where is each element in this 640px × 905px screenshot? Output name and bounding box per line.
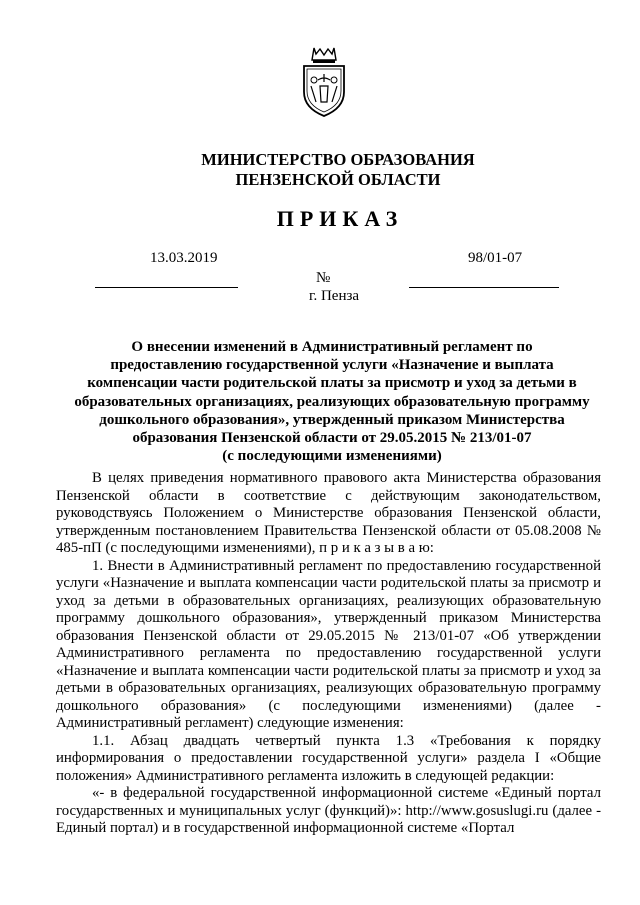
heading-line: дошкольного образования», утвержденный приказом Министерства: [99, 411, 565, 428]
paragraph-item-1-1: 1.1. Абзац двадцать четвертый пункта 1.3 «Требования к порядку информирования о предоставлении государственной услуги» раздела I «Общие положения» Административного регламента изложить в следующей редакции:: [56, 732, 601, 784]
number-underline: [409, 287, 559, 288]
heading-line: предоставлению государственной услуги «Назначение и выплата: [110, 357, 554, 374]
paragraph-item-1: 1. Внести в Административный регламент по предоставлению государственной услуги «Назначение и выплата компенсации части родительской платы за присмотр и уход за детьми в образовательных организациях, реализующих образовательную программу дошкольного образования», утвержденный приказом Министерства образования Пензенской области от 29.05.2015 № 213/01-07 «Об утверждении Административного регламента по предоставлению государственной услуги «Назначение и выплата компенсации части родительской платы за присмотр и уход за детьми в образовательных организациях, реализующих образовательную программу дошкольного образования» (с последующими изменениями) (далее - Административный регламент) следующие изменения:: [56, 557, 601, 731]
paragraph-preamble: В целях приведения нормативного правового акта Министерства образования Пензенской области в соответствие с действующим законодательством, руководствуясь Положением о Министерстве образования Пензенской области, утвержденным постановлением Правительства Пензенской области от 05.08.2008 № 485-пП (с последующими изменениями), п р и к а з ы в а ю:: [56, 470, 601, 556]
heading-line: О внесении изменений в Административный регламент по: [131, 339, 533, 355]
ministry-line-2: ПЕНЗЕНСКОЙ ОБЛАСТИ: [235, 170, 441, 189]
order-date: 13.03.2019: [150, 250, 218, 266]
paragraph-quote: «- в федеральной государственной информационной системе «Единый портал государственных и муниципальных услуг (функций)»: http://www.gosuslugi.ru (далее - Единый портал) и в государственной информационной системе «Портал: [56, 785, 601, 836]
heading-line: образования Пензенской области от 29.05.2015 № 213/01-07: [132, 430, 532, 447]
heading-line: образовательных организациях, реализующих образовательную программу: [74, 393, 590, 410]
heading-line: (с последующими изменениями): [222, 448, 442, 465]
ministry-line-1: МИНИСТЕРСТВО ОБРАЗОВАНИЯ: [201, 150, 475, 169]
order-number: 98/01-07: [468, 250, 523, 266]
order-body: [56, 470, 601, 838]
date-underline: [95, 287, 238, 288]
coat-of-arms-icon: [300, 46, 348, 118]
heading-line: компенсации части родительской платы за присмотр и уход за детьми в: [87, 375, 577, 392]
ministry-name: [0, 150, 640, 190]
order-heading: [52, 338, 612, 465]
document-type: ПРИКАЗ: [276, 206, 404, 231]
city: г. Пенза: [309, 288, 360, 304]
number-sign: №: [316, 270, 331, 286]
